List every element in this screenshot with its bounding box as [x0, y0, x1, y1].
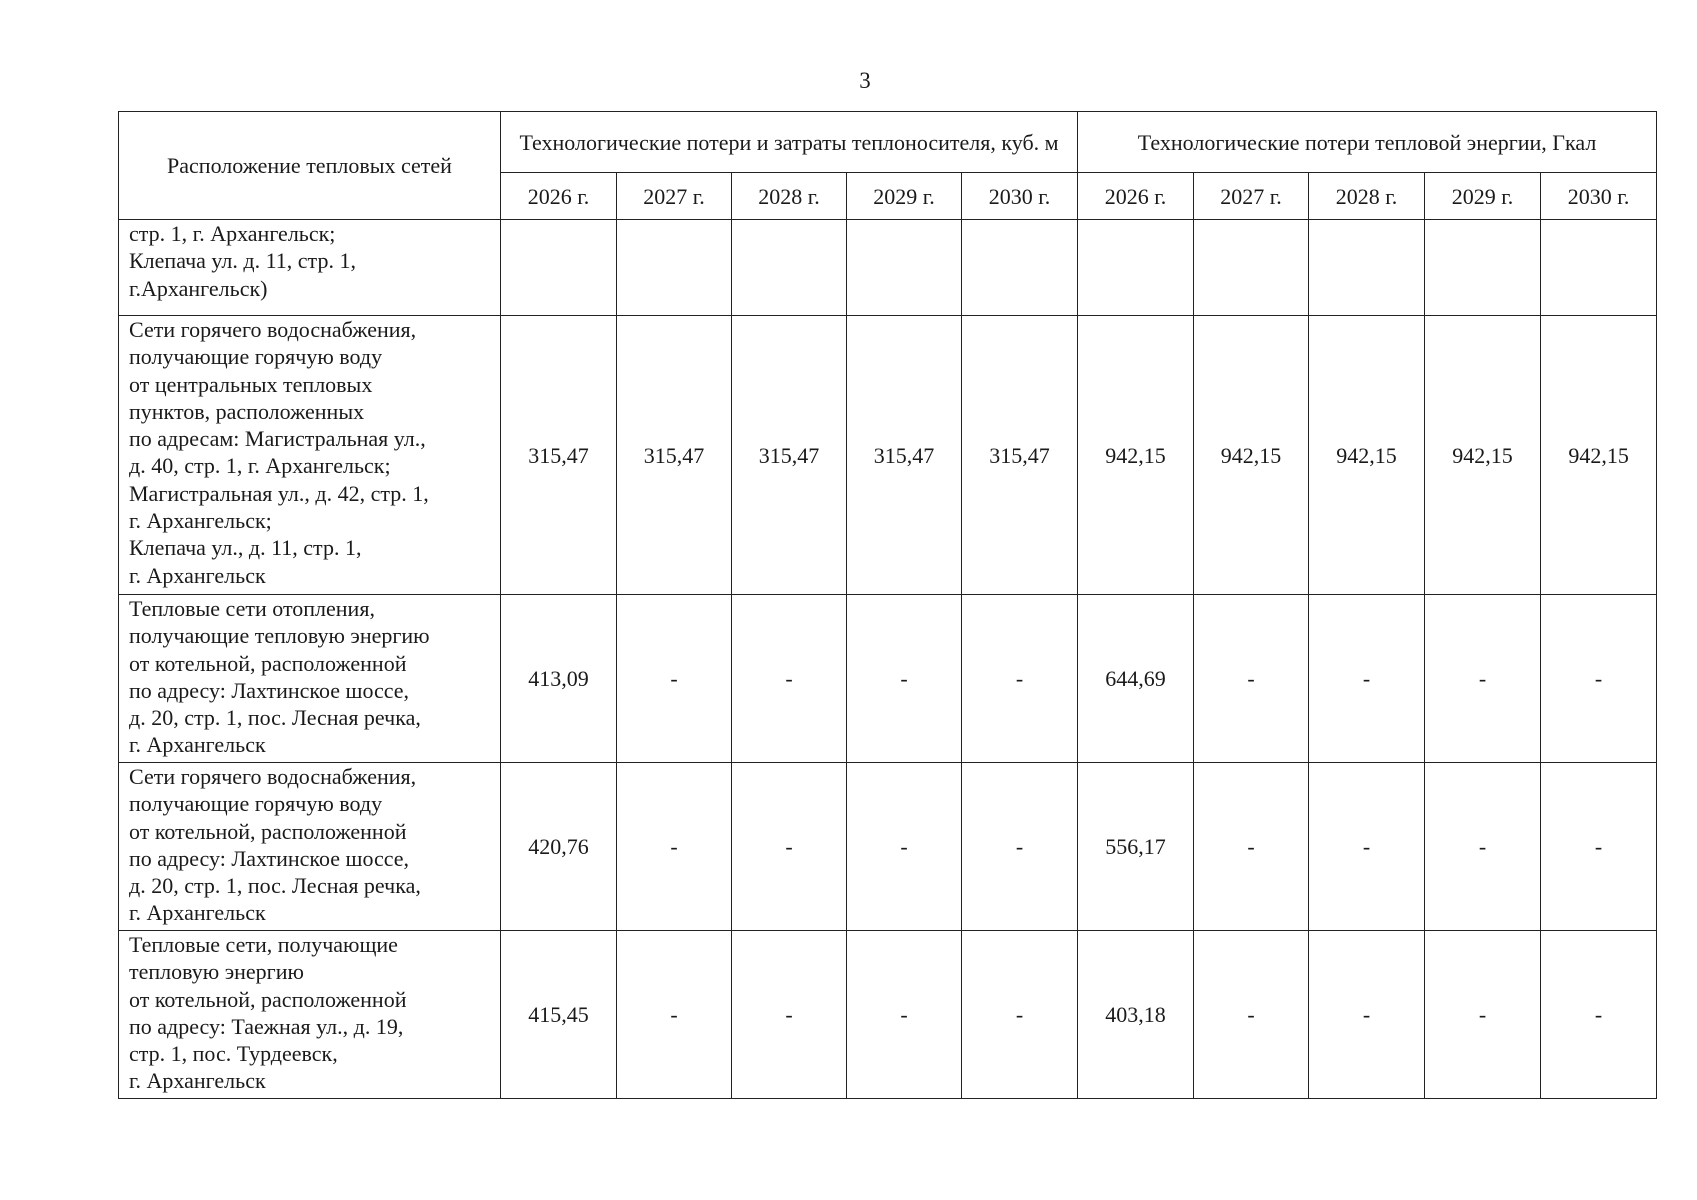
water-value-cell: [501, 220, 617, 316]
heat-value-cell: -: [1309, 763, 1425, 931]
heat-value-cell: -: [1541, 595, 1657, 763]
water-value-cell: 315,47: [732, 316, 847, 595]
table-row: [119, 763, 1657, 931]
heat-value-cell: 942,15: [1425, 316, 1541, 595]
water-value-cell: [962, 220, 1078, 316]
water-value-cell: 315,47: [962, 316, 1078, 595]
heat-value-cell: 556,17: [1078, 763, 1194, 931]
water-value-cell: 315,47: [617, 316, 732, 595]
heat-value-cell: -: [1541, 763, 1657, 931]
table-row: [119, 220, 1657, 316]
water-value-cell: -: [617, 931, 732, 1099]
heat-value-cell: [1541, 220, 1657, 316]
location-cell: Тепловые сети, получающие тепловую энергию от котельной, расположенной по адресу: Таежная ул., д. 19, стр. 1, пос. Турдеевск, г. Архангельск: [119, 931, 501, 1099]
water-value-cell: -: [962, 931, 1078, 1099]
heat-value-cell: -: [1194, 931, 1309, 1099]
heat-value-cell: -: [1194, 763, 1309, 931]
heat-value-cell: -: [1309, 595, 1425, 763]
table-row: [119, 595, 1657, 763]
water-value-cell: 413,09: [501, 595, 617, 763]
water-value-cell: -: [617, 763, 732, 931]
heat-value-cell: 942,15: [1194, 316, 1309, 595]
water-value-cell: -: [732, 763, 847, 931]
heat-value-cell: -: [1425, 763, 1541, 931]
heat-value-cell: -: [1194, 595, 1309, 763]
year-header: 2027 г.: [1194, 173, 1309, 220]
year-header: 2030 г.: [962, 173, 1078, 220]
heat-value-cell: -: [1425, 931, 1541, 1099]
heat-value-cell: 942,15: [1309, 316, 1425, 595]
page-number: 3: [859, 68, 871, 93]
location-header: Расположение тепловых сетей: [119, 112, 501, 220]
table-header: [119, 112, 1657, 220]
heat-value-cell: 942,15: [1541, 316, 1657, 595]
year-header: 2026 г.: [1078, 173, 1194, 220]
table-row: [119, 316, 1657, 595]
water-value-cell: 420,76: [501, 763, 617, 931]
water-value-cell: -: [962, 763, 1078, 931]
water-value-cell: -: [847, 763, 962, 931]
table-row: [119, 931, 1657, 1099]
year-header: 2028 г.: [732, 173, 847, 220]
year-header: 2027 г.: [617, 173, 732, 220]
heat-losses-table: [118, 111, 1657, 1099]
water-value-cell: [617, 220, 732, 316]
location-cell: Тепловые сети отопления, получающие тепловую энергию от котельной, расположенной по адресу: Лахтинское шоссе, д. 20, стр. 1, пос. Лесная речка, г. Архангельск: [119, 595, 501, 763]
water-value-cell: -: [847, 931, 962, 1099]
year-header: 2029 г.: [1425, 173, 1541, 220]
heat-value-cell: -: [1425, 595, 1541, 763]
heat-losses-header: Технологические потери тепловой энергии, Гкал: [1078, 112, 1657, 173]
water-value-cell: 315,47: [847, 316, 962, 595]
water-value-cell: -: [962, 595, 1078, 763]
year-header: 2029 г.: [847, 173, 962, 220]
water-losses-header: Технологические потери и затраты теплоносителя, куб. м: [501, 112, 1078, 173]
heat-value-cell: 403,18: [1078, 931, 1194, 1099]
year-header: 2028 г.: [1309, 173, 1425, 220]
heat-value-cell: -: [1309, 931, 1425, 1099]
water-value-cell: -: [732, 931, 847, 1099]
heat-value-cell: [1425, 220, 1541, 316]
heat-value-cell: 942,15: [1078, 316, 1194, 595]
water-value-cell: -: [847, 595, 962, 763]
year-header: 2026 г.: [501, 173, 617, 220]
water-value-cell: [847, 220, 962, 316]
year-header: 2030 г.: [1541, 173, 1657, 220]
water-value-cell: -: [617, 595, 732, 763]
heat-value-cell: [1078, 220, 1194, 316]
heat-value-cell: [1194, 220, 1309, 316]
heat-value-cell: 644,69: [1078, 595, 1194, 763]
water-value-cell: 315,47: [501, 316, 617, 595]
heat-value-cell: [1309, 220, 1425, 316]
water-value-cell: 415,45: [501, 931, 617, 1099]
location-cell: Сети горячего водоснабжения, получающие горячую воду от котельной, расположенной по адресу: Лахтинское шоссе, д. 20, стр. 1, пос. Лесная речка, г. Архангельск: [119, 763, 501, 931]
header-row-groups: [119, 112, 1657, 173]
heat-value-cell: -: [1541, 931, 1657, 1099]
location-cell: Сети горячего водоснабжения, получающие горячую воду от центральных тепловых пунктов, расположенных по адресам: Магистральная ул., д. 40, стр. 1, г. Архангельск; Магистральная ул., д. 42, стр. 1, г. Архангельск; Клепача ул., д. 11, стр. 1, г. Архангельск: [119, 316, 501, 595]
location-cell: стр. 1, г. Архангельск; Клепача ул. д. 11, стр. 1, г.Архангельск): [119, 220, 501, 316]
table-body: [119, 220, 1657, 1099]
water-value-cell: -: [732, 595, 847, 763]
water-value-cell: [732, 220, 847, 316]
